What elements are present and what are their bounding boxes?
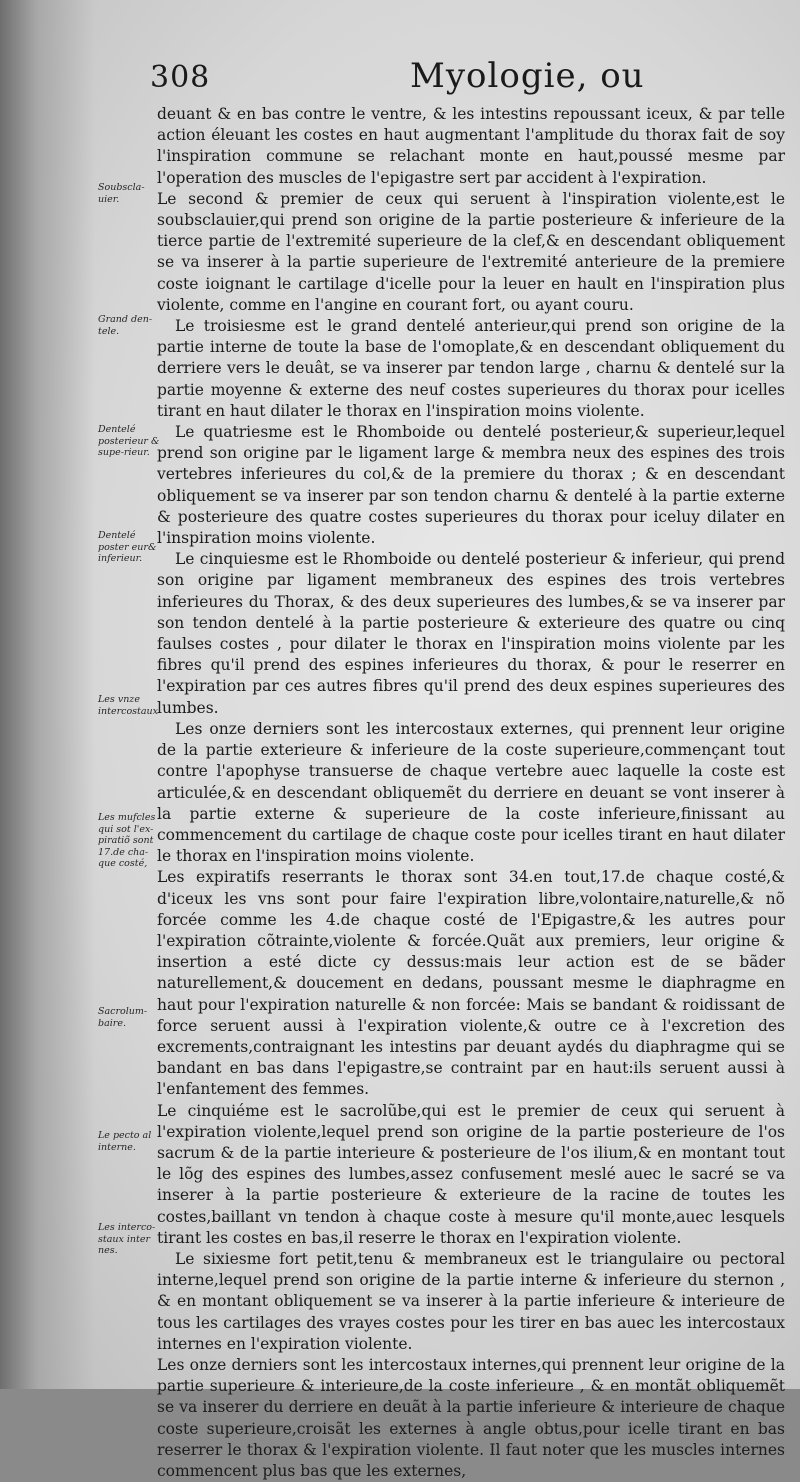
margin-note: Sacrolum-baire.	[98, 1006, 148, 1029]
margin-notes	[98, 0, 160, 1389]
margin-note: Le pecto al interne.	[98, 1130, 152, 1153]
paragraph: Les onze derniers sont les intercostaux internes,qui prennent leur origine de la partie superieure & interieure,de la coste inferieure , & en montãt obliquemẽt se va inserer du derriere en deuãt à la partie inferieure & interieure de chaque coste superieure,croisãt les externes à angle obtus,pour icelle tirant en bas reserrer le thorax & l'expiration violente. Il faut noter que les muscles internes commencent plus bas que les externes,	[157, 1355, 785, 1480]
margin-note: Soubscla-uier.	[98, 182, 145, 205]
paragraph: Les onze derniers sont les intercostaux externes, qui prennent leur origine de la partie exterieure & inferieure de la coste superieure,commençant tout contre l'apophyse transuerse de chaque vertebre auec laquelle la coste est articulée,& en descendant obliquemẽt du derriere en deuant se vont inserer à la partie externe & superieure de la coste inferieure,finissant au commencement du cartilage de chaque coste pour icelles tirant en haut dilater le thorax en l'inspiration moins violente.	[157, 719, 785, 866]
page-number: 308	[150, 60, 211, 95]
paragraph: Le cinquiéme est le sacrolũbe,qui est le premier de ceux qui seruent à l'expiration violente,lequel prend son origine de la partie posterieure de l'os sacrum & de la partie interieure & posterieure de l'os ilium,& en montant tout le lõg des espines des lumbes,assez confusement meslé auec le sacré se va inserer à la partie posterieure & exterieure de la racine de toutes les costes,baillant vn tendon à chaque coste à mesure qu'il monte,auec lesquels tirant les costes en bas,il reserre le thorax en l'expiration violente.	[157, 1101, 785, 1247]
paragraph: Le troisiesme est le grand dentelé anterieur,qui prend son origine de la partie interne de toute la base de l'omoplate,& en descendant obliquement du derriere vers le deuât, se va inserer par tendon large , charnu & dentelé sur la partie moyenne & externe des neuf costes superieures du thorax pour icelles tirant en haut dilater le thorax en l'inspiration moins violente.	[157, 317, 785, 420]
paragraph: deuant & en bas contre le ventre, & les intestins repoussant iceux, & par telle action éleuant les costes en haut augmentant l'amplitude du thorax fait de soy l'inspiration commune se relachant monte en haut,poussé mesme par l'operation des muscles de l'epigastre sert par accident à l'expiration.	[157, 105, 785, 187]
margin-note: Grand den-tele.	[98, 314, 153, 337]
page-header	[150, 56, 790, 106]
paragraph: Le second & premier de ceux qui seruent à l'inspiration violente,est le soubsclauier,qui prend son origine de la partie posterieure & inferieure de la tierce partie de l'extremité superieure de la clef,& en descendant obliquement se va inserer à la partie superieure de l'extremité anterieure de la premiere coste ioignant le cartilage d'icelle pour la leuer en hault en l'inspiration plus violente, comme en l'angine en courant fort, ou ayant couru.	[157, 189, 785, 314]
running-title: Myologie, ou	[410, 56, 645, 96]
margin-note: Les interco-staux inter nes.	[98, 1222, 156, 1256]
margin-note: Dentelé poster eur& inferieur.	[98, 530, 157, 564]
paragraph: Le sixiesme fort petit,tenu & membraneux est le triangulaire ou pectoral interne,lequel prend son origine de la partie interne & inferieure du sternon , & en montant obliquement se va inserer à la partie inferieure & interieure de tous les cartilages des vrayes costes pour les tirer en bas auec les intercostaux internes en l'expiration violente.	[157, 1249, 785, 1353]
gutter-shadow	[0, 0, 95, 1389]
margin-note: Dentelé posterieur & supe-rieur.	[98, 424, 160, 458]
paragraph: Le quatriesme est le Rhomboide ou dentelé posterieur,& superieur,lequel prend son origine par le ligament large & membra neux des espines des trois vertebres inferieures du col,& de la premiere du thorax ; & en descendant obliquement se va inserer par son tendon charnu & dentelé à la partie externe & posterieure des quatre costes superieures du thorax pour iceluy dilater en l'inspiration moins violente.	[157, 423, 785, 548]
margin-note: Les vnze intercostaux	[98, 694, 159, 717]
paragraph: Le cinquiesme est le Rhomboide ou dentelé posterieur & inferieur, qui prend son origine par ligament membraneux des espines des trois vertebres inferieures du Thorax, & des deux superieures des lumbes,& se va inserer par son tendon dentelé à la partie posterieure & exterieure des quatre ou cinq faulses costes , pour dilater le thorax en l'inspiration moins violente par les fibres qu'il prend des espines inferieures du thorax, & pour le reserrer en l'expiration par ces autres fibres qu'il prend des deux espines superieures des lumbes.	[157, 550, 785, 717]
margin-note: Les mufcles qui sot l'ex-piratiõ sont 17.de cha-que costé,	[98, 812, 156, 869]
paragraph: Les expiratifs reserrants le thorax sont 34.en tout,17.de chaque costé,& d'iceux les vns sont pour faire l'expiration libre,volontaire,naturelle,& nõ forcée comme les 4.de chaque costé de l'Epigastre,& les autres pour l'expiration cõtrainte,violente & forcée.Quãt aux premiers, leur origine & insertion a esté dicte cy dessus:mais leur action est de se bãder naturellement,& doucement en dedans, poussant mesme le diaphragme en haut pour l'expiration naturelle & non forcée: Mais se bandant & roidissant de force seruent aussi à l'expiration violente,& outre ce à l'excretion des excrements,contraignant les intestins par deuant aydés du diaphragme qui se bandant en bas dans l'epigastre,se contraint par en haut:ils seruent aussi à l'enfantement des femmes.	[157, 868, 785, 1099]
body-text	[157, 104, 785, 1482]
